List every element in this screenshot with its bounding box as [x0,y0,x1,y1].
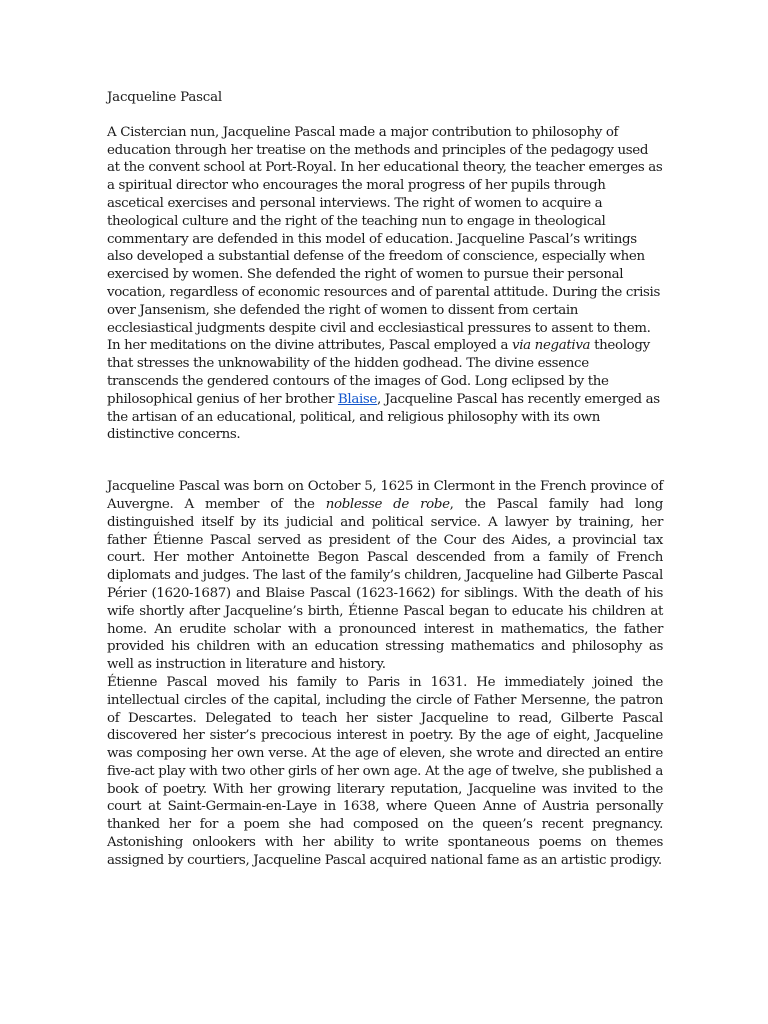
intro-text-part3: , Jacqueline Pascal has recently emerged as the artisan of an educational, political, and religious philosophy with its own distinctive concerns. [107,391,660,443]
bio-paragraph-1 [107,478,663,674]
bio1-text-part1: Jacqueline Pascal was born on October 5, 1625 in Clermont in the French province of Auvergne. A member of the [107,479,663,512]
intro-italic-term: via negativa [511,338,591,354]
intro-paragraph [107,124,663,444]
page-title: Jacqueline Pascal [107,90,222,105]
document-page [107,89,663,870]
intro-text-part1: A Cistercian nun, Jacqueline Pascal made a major contribution to philosophy of education through her treatise on the methods and principles of the pedagogy used at the convent school at Port-Royal. In her educational theory, the teacher emerges as a spiritual director who encourages the moral progress of her pupils through ascetical exercises and personal interviews. The right of women to acquire a theological culture and the right of the teaching nun to engage in theological commentary are defended in this model of education. Jacqueline Pascal’s writings also developed a substantial defense of the freedom of conscience, especially when exercised by women. She defended the right of women to pursue their personal vocation, regardless of economic resources and of parental attitude. During the crisis over Jansenism, she defended the right of women to dissent from certain ecclesiastical judgments despite civil and ecclesiastical pressures to assent to them. In her meditations on the divine attributes, Pascal employed a [107,124,663,354]
blaise-link[interactable]: Blaise [337,391,378,407]
bio1-italic-term: noblesse de robe [325,496,450,512]
biography-section [107,478,663,870]
bio-paragraph-2: Étienne Pascal moved his family to Paris in 1631. He immediately joined the intellectual circles of the capital, including the circle of Father Mersenne, the patron of Descartes. Delegated to teach her sister Jacqueline to read, Gilberte Pascal discovered her sister’s precocious interest in poetry. By the age of eight, Jacqueline was composing her own verse. At the age of eleven, she wrote and directed an entire five-act play with two other girls of her own age. At the age of twelve, she published a book of poetry. With her growing literary reputation, Jacqueline was invited to the court at Saint-Germain-en-Laye in 1638, where Queen Anne of Austria personally thanked her for a poem she had composed on the queen’s recent pregnancy. Astonishing onlookers with her ability to write spontaneous poems on themes assigned by courtiers, Jacqueline Pascal acquired national fame as an artistic prodigy. [107,674,663,868]
intro-text-part2: theology that stresses the unknowability of the hidden godhead. The divine essence transcends the gendered contours of the images of God. Long eclipsed by the philosophical genius of her brother [107,338,650,407]
bio1-text-part2: , the Pascal family had long distinguished itself by its judicial and political service. A lawyer by training, her father Étienne Pascal served as president of the Cour des Aides, a provincial tax court. Her mother Antoinette Begon Pascal descended from a family of French diplomats and judges. The last of the family’s children, Jacqueline had Gilberte Pascal Périer (1620-1687) and Blaise Pascal (1623-1662) for siblings. With the death of his wife shortly after Jacqueline’s birth, Étienne Pascal began to educate his children at home. An erudite scholar with a pronounced interest in mathematics, the father provided his children with an education stressing mathematics and philosophy as well as instruction in literature and history. [107,496,663,673]
